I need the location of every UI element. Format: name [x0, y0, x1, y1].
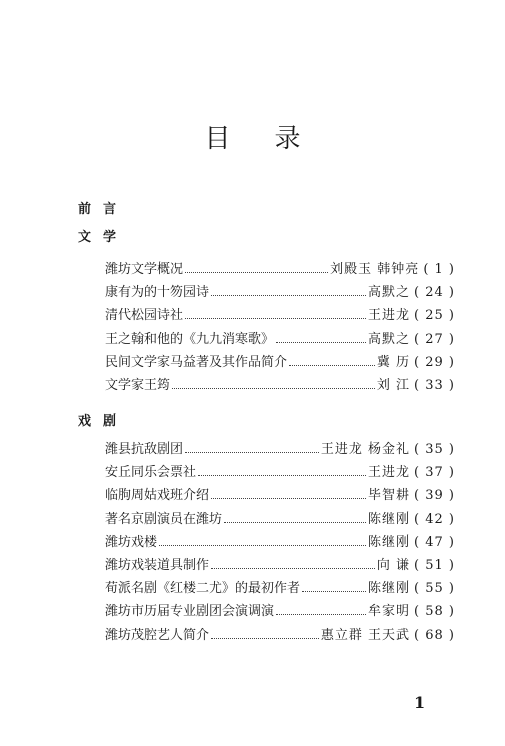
toc-entry-page: ( 29 )	[414, 354, 455, 370]
toc-leader-dots	[289, 365, 375, 366]
toc-entry-page: ( 68 )	[414, 627, 455, 643]
toc-leader-dots	[172, 388, 375, 389]
toc-entry-title: 安丘同乐会票社	[105, 465, 197, 481]
toc-entry-title: 文学家王筠	[105, 377, 171, 393]
toc-entry-page: ( 47 )	[414, 534, 455, 550]
toc-entry-page: ( 51 )	[414, 557, 455, 573]
toc-leader-dots	[159, 545, 366, 546]
toc-entry-page: ( 55 )	[414, 581, 455, 597]
toc-leader-dots	[224, 522, 366, 523]
toc-entry-author: 陈继刚	[368, 581, 411, 597]
toc-entry[interactable]	[105, 461, 455, 484]
toc-entry-author: 惠立群 王天武	[320, 627, 411, 643]
toc-entry-page: ( 42 )	[414, 511, 455, 527]
toc-leader-dots	[198, 475, 366, 476]
toc-entry-author: 刘殿玉 韩钟亮	[330, 262, 420, 277]
section-heading-literature: 文学	[78, 230, 129, 245]
toc-entry-page: ( 24 )	[414, 285, 455, 301]
toc-entry-title: 王之翰和他的《九九消寒歌》	[105, 331, 275, 347]
toc-entry-author: 高默之	[368, 285, 411, 301]
toc-entry-page: ( 35 )	[414, 442, 455, 457]
toc-entry-author: 王进龙	[368, 308, 411, 324]
toc-entry[interactable]	[105, 351, 455, 374]
toc-entry-page: ( 37 )	[414, 465, 455, 481]
toc-leader-dots	[185, 452, 319, 453]
toc-leader-dots	[211, 568, 375, 569]
toc-entry[interactable]	[105, 281, 455, 304]
toc-entry-author: 陈继刚	[368, 511, 411, 527]
toc-entry-title: 潍坊戏装道具制作	[105, 557, 210, 573]
toc-entry-title: 民间文学家马益著及其作品简介	[105, 354, 288, 370]
toc-entry[interactable]	[105, 328, 455, 351]
toc-entry-title: 荀派名剧《红楼二尤》的最初作者	[105, 581, 301, 597]
toc-entry-title: 潍坊茂腔艺人简介	[105, 627, 210, 643]
toc-leader-dots	[185, 272, 328, 273]
section-heading-preface: 前言	[78, 202, 129, 217]
toc-entry-page: ( 33 )	[414, 377, 455, 393]
toc-entry-author: 牟家明	[368, 604, 411, 620]
toc-leader-dots	[302, 591, 366, 592]
toc-entry[interactable]	[105, 304, 455, 327]
toc-list-literature	[105, 258, 455, 397]
toc-entry[interactable]	[105, 554, 455, 577]
page-number: 1	[414, 693, 426, 712]
page-title: 目录	[204, 124, 345, 154]
toc-leader-dots	[185, 318, 366, 319]
toc-entry-page: ( 27 )	[414, 331, 455, 347]
toc-leader-dots	[276, 342, 366, 343]
toc-entry-page: ( 1 )	[423, 262, 455, 277]
toc-entry-title: 潍坊市历届专业剧团会演调演	[105, 604, 275, 620]
toc-entry[interactable]	[105, 577, 455, 600]
toc-entry-author: 向 谦	[376, 557, 411, 573]
toc-entry[interactable]	[105, 438, 455, 461]
toc-entry-title: 潍坊戏楼	[105, 534, 158, 550]
toc-entry-page: ( 25 )	[414, 308, 455, 324]
toc-entry-title: 康有为的十笏园诗	[105, 285, 210, 301]
toc-entry-author: 陈继刚	[368, 534, 411, 550]
toc-entry-author: 王进龙	[368, 465, 411, 481]
toc-entry-title: 潍坊文学概况	[105, 262, 184, 277]
toc-list-drama	[105, 438, 455, 647]
toc-leader-dots	[276, 614, 366, 615]
toc-leader-dots	[211, 498, 366, 499]
toc-entry-author: 刘 江	[376, 377, 411, 393]
toc-leader-dots	[211, 638, 319, 639]
toc-entry-title: 著名京剧演员在潍坊	[105, 511, 223, 527]
toc-entry-author: 冀 历	[376, 354, 411, 370]
toc-entry-author: 高默之	[368, 331, 411, 347]
toc-entry[interactable]	[105, 484, 455, 507]
section-heading-drama: 戏剧	[78, 414, 129, 429]
toc-entry[interactable]	[105, 258, 455, 281]
toc-leader-dots	[211, 295, 366, 296]
toc-entry[interactable]	[105, 374, 455, 397]
toc-entry[interactable]	[105, 531, 455, 554]
toc-entry-title: 临朐周姑戏班介绍	[105, 488, 210, 504]
toc-entry-author: 毕智耕	[368, 488, 411, 504]
toc-entry[interactable]	[105, 624, 455, 647]
toc-entry-title: 潍县抗敌剧团	[105, 442, 184, 457]
toc-entry[interactable]	[105, 508, 455, 531]
toc-entry-page: ( 58 )	[414, 604, 455, 620]
toc-entry-author: 王进龙 杨金礼	[320, 442, 411, 457]
toc-entry[interactable]	[105, 600, 455, 623]
toc-entry-title: 清代松园诗社	[105, 308, 184, 324]
toc-entry-page: ( 39 )	[414, 488, 455, 504]
